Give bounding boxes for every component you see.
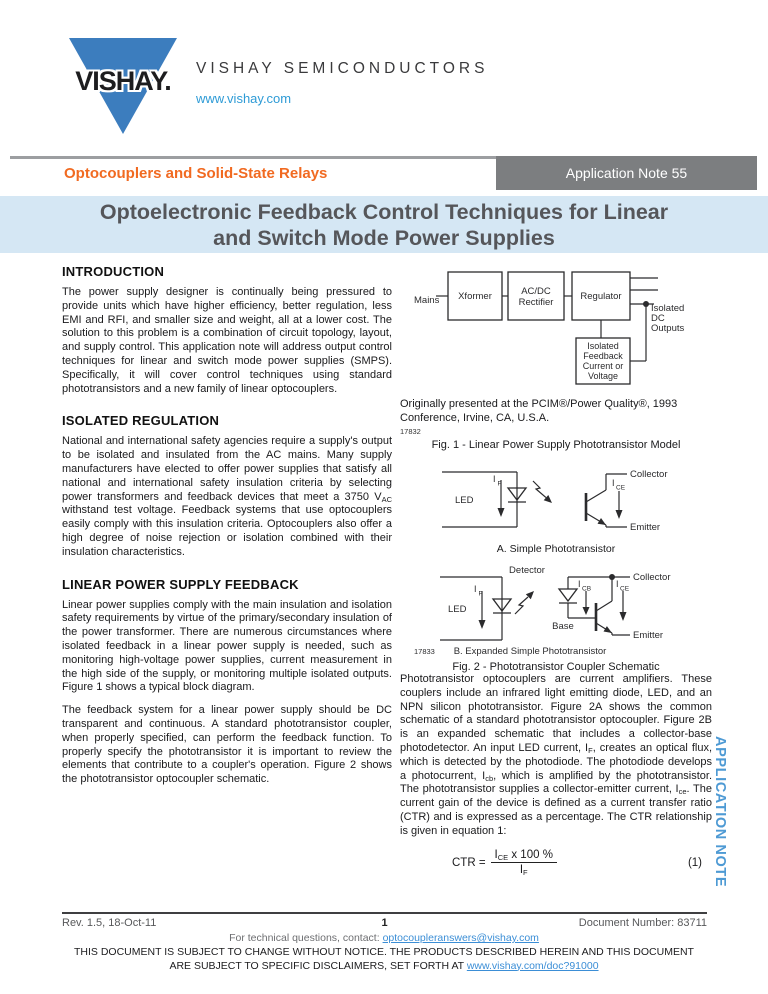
- credit-line2: Conference, Irvine, CA, U.S.A.: [400, 411, 550, 424]
- fig2b-tag: 17833: [414, 647, 435, 656]
- equation-fraction: [491, 849, 557, 876]
- vac-subscript: AC: [381, 494, 392, 504]
- body2-p3: , which is amplified by the phototransistor. The phototransistor supplies a collector-emitter current, I: [400, 769, 712, 796]
- label-fb2: Feedback: [583, 351, 623, 361]
- linear-paragraph-1: Linear power supplies comply with the main insulation and isolation safety requirements by virtue of the primary/secondary insulation of the power transformer. There are numerous circumstances where isolated feedback in a linear power supply is needed, such as monitoring high-voltage power supplies, current measurement in the high side of the supply, or monitoring multiple isolated outputs. Figure 1 shows a typical block diagram.: [62, 598, 392, 694]
- contact-email-link[interactable]: optocoupleranswers@vishay.com: [382, 932, 539, 944]
- vertical-application-note: APPLICATION NOTE: [712, 736, 728, 888]
- left-column: [62, 264, 392, 787]
- label-if-sub-a: F: [497, 480, 502, 488]
- label-emitter-b: Emitter: [633, 630, 664, 641]
- section-heading-isolated-regulation: ISOLATED REGULATION: [62, 413, 220, 429]
- body2-p1: Phototransistor optocouplers are current amplifiers. These couplers include an infrared light emitting diode, LED, and an NPN silicon phototransistor. Figure 2A shows the common schematic of a standard phototransistor optocoupler. Figure 2B is an expanded schematic that includes a collector-base photodetector. An input LED current, I: [400, 673, 712, 754]
- disclaimer-line1: THIS DOCUMENT IS SUBJECT TO CHANGE WITHOUT NOTICE. THE PRODUCTS DESCRIBED HEREIN AND THIS DOCUMENT: [74, 946, 694, 958]
- section-heading-linear-feedback: LINEAR POWER SUPPLY FEEDBACK: [62, 576, 299, 592]
- equation-lhs: CTR =: [452, 856, 486, 869]
- label-emitter-a: Emitter: [630, 522, 661, 533]
- application-note-badge: Application Note 55: [496, 156, 757, 190]
- fig1-caption: Fig. 1 - Linear Power Supply Phototransistor Model: [431, 439, 681, 451]
- label-detector-b: Detector: [509, 565, 545, 576]
- footer-rule: [62, 912, 707, 914]
- label-collector-a: Collector: [630, 469, 668, 480]
- body2-sub3: ce: [678, 787, 687, 797]
- label-fb1: Isolated: [587, 341, 619, 351]
- doc-title-line2: and Switch Mode Power Supplies: [213, 225, 555, 250]
- website-link[interactable]: www.vishay.com: [196, 91, 292, 106]
- isolated-p2: withstand test voltage. Feedback systems that use optocouplers easily comply with this insulation criteria. Optocouplers also offer a high degree of noise rejection or isolation combined with their insulation characteristics.: [62, 504, 392, 558]
- equation-numerator: $I_{CE}$ x 100 %: [491, 849, 557, 863]
- label-if-a: I: [493, 474, 496, 484]
- footer-revision: Rev. 1.5, 18-Oct-11: [62, 917, 157, 929]
- right-column: [400, 262, 712, 881]
- ctr-equation: [400, 845, 712, 881]
- label-acdc: AC/DC: [521, 286, 551, 297]
- body2-sub2: cb: [485, 773, 494, 783]
- fig1-block-diagram: [400, 262, 712, 394]
- equation-number: (1): [687, 856, 702, 869]
- label-ice-sub-b: CE: [620, 585, 630, 593]
- disclaimer-line2-prefix: ARE SUBJECT TO SPECIFIC DISCLAIMERS, SET FORTH AT: [169, 959, 467, 972]
- isolated-p1: National and international safety agencies require a supply's output to be isolated and insulated from the AC mains. Many supply manufacturers have elected to offer power supplies that satisfy all national and international safety insulation criteria by selecting power transformers and feedback devices that meet a 3750 V: [62, 435, 392, 503]
- doc-title-line1: Optoelectronic Feedback Control Techniques for Linear: [99, 199, 669, 224]
- logo-wordmark: VISHAY.: [75, 66, 171, 96]
- label-xformer: Xformer: [458, 291, 492, 302]
- linear-paragraph-2: The feedback system for a linear power supply should be DC transparent and continuous. A standard phototransistor coupler, when properly specified, can perform the feedback function. To properly specify the phototransistor it is important to review the elements that contribute to a coupler's operation. Figure 2 shows the phototransistor optocoupler schematic.: [62, 704, 392, 786]
- label-collector-b: Collector: [633, 572, 671, 583]
- phototransistor-paragraph: [400, 673, 712, 839]
- label-led-a: LED: [455, 495, 474, 506]
- photodiode-symbol-b: [559, 577, 577, 618]
- label-out-dc: DC: [651, 313, 665, 324]
- fig2a-caption: A. Simple Phototransistor: [496, 543, 616, 555]
- category-label: Optocouplers and Solid-State Relays: [64, 165, 328, 182]
- footer-disclaimer: [0, 946, 768, 973]
- fig1-credit: [400, 398, 712, 425]
- vishay-logo: [58, 36, 188, 136]
- label-out-isolated: Isolated: [651, 303, 685, 314]
- fig1-tag: 17832: [400, 427, 421, 436]
- company-name: VISHAY SEMICONDUCTORS: [196, 60, 489, 77]
- equation-denominator: $I_F$: [519, 864, 528, 878]
- footer-row: [62, 917, 707, 931]
- footer-page-number: 1: [381, 917, 388, 929]
- light-arrow-icon-b: [515, 591, 534, 614]
- label-if-b: I: [474, 584, 477, 594]
- fig2-caption: Fig. 2 - Phototransistor Coupler Schematic: [452, 661, 660, 673]
- footer-contact: [0, 932, 768, 944]
- contact-prefix: For technical questions, contact:: [229, 932, 383, 944]
- label-ice-sub-a: CE: [616, 484, 626, 492]
- intro-paragraph: The power supply designer is continually being pressured to provide units which have higher efficiency, better regulation, less EMI and RFI, and smaller size and weight, all at a lower cost. The solution to this problem is a combination of circuit topology, layout, and supply control. This application note will address output control techniques for linear and switch mode power supplies (SMPS). Specifically, it will cover control techniques using standard phototransistors and a new family of linear optocouplers.: [62, 286, 392, 395]
- label-ice-a: I: [612, 478, 615, 488]
- label-if-sub-b: F: [478, 590, 483, 598]
- label-out-outputs: Outputs: [651, 323, 685, 334]
- phototransistor-symbol-a: [586, 474, 627, 527]
- label-rectifier: Rectifier: [518, 297, 554, 308]
- label-regulator: Regulator: [580, 291, 622, 302]
- label-icb-b: I: [578, 579, 581, 589]
- title-band: [0, 196, 768, 253]
- light-arrow-icon-a: [533, 481, 552, 503]
- label-ice-b: I: [616, 579, 619, 589]
- body2-p4: . The current gain of the device is defined as a current transfer ratio (CTR) and is expressed as a percentage. The CTR relationship is given in equation 1:: [400, 783, 712, 837]
- label-mains: Mains: [414, 295, 440, 306]
- fig2b-schematic: [400, 563, 712, 659]
- section-heading-introduction: INTRODUCTION: [62, 264, 165, 279]
- isolated-paragraph: [62, 435, 392, 559]
- disclaimer-doc-link[interactable]: www.vishay.com/doc?91000: [466, 959, 599, 972]
- label-fb4: Voltage: [587, 371, 619, 381]
- label-led-b: LED: [448, 604, 467, 615]
- credit-line1: Originally presented at the PCIM®/Power Quality®, 1993: [400, 398, 678, 410]
- body2-p2: , creates an optical flux, which is detected by the photodiode. The photodiode develops a photocurrent, I: [400, 741, 713, 782]
- label-base-b: Base: [552, 621, 574, 632]
- fig2b-caption: B. Expanded Simple Phototransistor: [453, 646, 607, 657]
- footer-doc-number: Document Number: 83711: [578, 917, 707, 929]
- label-icb-sub-b: CB: [582, 585, 592, 593]
- label-fb3: Current or: [582, 361, 624, 371]
- fig2a-schematic: [400, 455, 712, 543]
- body2-sub1: F: [588, 745, 593, 755]
